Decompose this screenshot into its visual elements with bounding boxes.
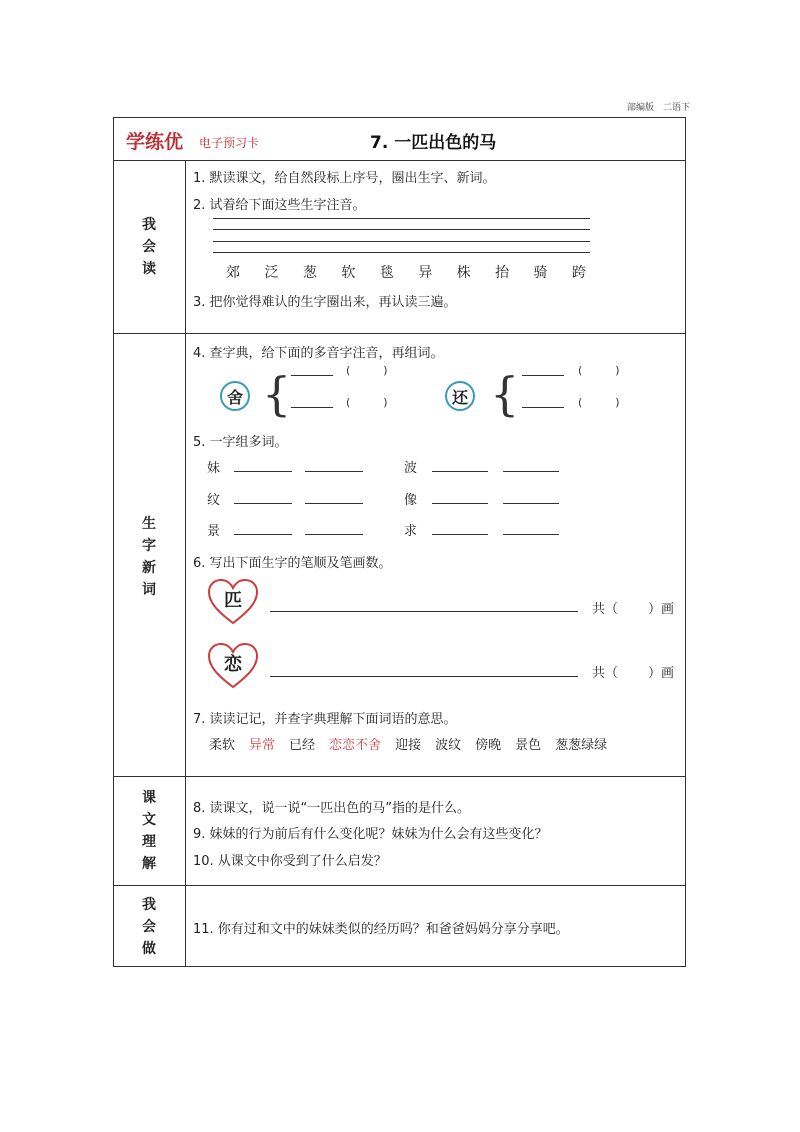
section-label-char: 词 bbox=[142, 582, 156, 598]
question-3: 3. 把你觉得难认的生字圈出来，再认读三遍。 bbox=[193, 295, 457, 310]
question-10: 10. 从课文中你受到了什么启发？ bbox=[193, 854, 387, 869]
vocab-list bbox=[209, 734, 607, 753]
vocab-word: 迎接 bbox=[395, 738, 422, 753]
pinyin-line[interactable] bbox=[213, 252, 590, 253]
word-blank[interactable] bbox=[432, 471, 488, 472]
header-divider bbox=[113, 160, 686, 161]
section-label-char: 我 bbox=[142, 217, 156, 233]
section-label-char: 课 bbox=[142, 790, 156, 806]
pinyin-paren[interactable]: ( ) bbox=[346, 396, 388, 409]
section-label-words bbox=[113, 513, 185, 601]
word-blank[interactable] bbox=[503, 534, 559, 535]
lesson-title: 7. 一匹出色的马 bbox=[370, 133, 497, 153]
pinyin-char: 郊 bbox=[226, 265, 240, 281]
word-blank[interactable] bbox=[432, 503, 488, 504]
word-blank[interactable] bbox=[432, 534, 488, 535]
question-5: 5. 一字组多词。 bbox=[193, 435, 288, 450]
stroke-count-suffix: ）画 bbox=[648, 666, 675, 681]
polyphone-char-huan: 还 bbox=[445, 381, 475, 411]
section-label-char: 生 bbox=[142, 516, 156, 532]
pinyin-char: 跨 bbox=[571, 265, 586, 281]
stroke-char: 恋 bbox=[224, 654, 242, 675]
word-blank[interactable] bbox=[305, 471, 363, 472]
word-blank[interactable] bbox=[234, 534, 292, 535]
section-label-char: 读 bbox=[142, 261, 156, 277]
pinyin-char: 抬 bbox=[495, 265, 510, 281]
word-char: 波 bbox=[404, 461, 418, 476]
word-blank[interactable] bbox=[522, 375, 564, 376]
pinyin-char-row bbox=[226, 262, 586, 282]
question-8: 8. 读课文，说一说“一匹出色的马”指的是什么。 bbox=[193, 801, 471, 816]
section-label-char: 我 bbox=[142, 897, 156, 913]
column-divider bbox=[185, 160, 186, 967]
section-label-comprehension bbox=[113, 787, 185, 875]
pinyin-char: 毯 bbox=[379, 265, 394, 281]
pinyin-char: 软 bbox=[341, 265, 356, 281]
section-label-read bbox=[113, 214, 185, 280]
word-char: 纹 bbox=[207, 493, 221, 508]
question-1: 1. 默读课文，给自然段标上序号，圈出生字、新词。 bbox=[193, 171, 496, 186]
word-blank[interactable] bbox=[305, 534, 363, 535]
brand-logo-text: 学练优 bbox=[126, 131, 184, 153]
question-2: 2. 试着给下面这些生字注音。 bbox=[193, 198, 366, 213]
row-divider-2 bbox=[113, 776, 686, 777]
word-blank[interactable] bbox=[291, 375, 333, 376]
vocab-word: 柔软 bbox=[209, 738, 236, 753]
brace-icon: { bbox=[490, 367, 520, 421]
section-label-char: 做 bbox=[142, 941, 156, 957]
pinyin-char: 骑 bbox=[533, 265, 548, 281]
section-label-char: 文 bbox=[142, 812, 156, 828]
pinyin-paren[interactable]: ( ) bbox=[578, 396, 620, 409]
brand-subtitle: 电子预习卡 bbox=[199, 136, 260, 150]
vocab-word: 恋恋不舍 bbox=[329, 738, 382, 753]
stroke-order-blank[interactable] bbox=[270, 611, 578, 612]
row-divider-3 bbox=[113, 885, 686, 886]
word-char: 景 bbox=[207, 524, 221, 539]
word-blank[interactable] bbox=[305, 503, 363, 504]
stroke-count-prefix: 共（ bbox=[592, 602, 619, 617]
question-11: 11. 你有过和文中的妹妹类似的经历吗？和爸爸妈妈分享分享吧。 bbox=[193, 922, 569, 937]
polyphone-char-she: 舍 bbox=[220, 381, 250, 411]
question-9: 9. 妹妹的行为前后有什么变化呢？妹妹为什么会有这些变化？ bbox=[193, 827, 548, 842]
question-4: 4. 查字典，给下面的多音字注音，再组词。 bbox=[193, 346, 444, 361]
section-label-char: 理 bbox=[142, 834, 156, 850]
question-7: 7. 读读记记，并查字典理解下面词语的意思。 bbox=[193, 712, 457, 727]
pinyin-line[interactable] bbox=[213, 229, 590, 230]
word-blank[interactable] bbox=[503, 471, 559, 472]
vocab-word: 异常 bbox=[249, 738, 276, 753]
pinyin-paren[interactable]: ( ) bbox=[346, 364, 388, 377]
word-blank[interactable] bbox=[503, 503, 559, 504]
word-char: 妹 bbox=[207, 461, 221, 476]
word-char: 像 bbox=[404, 493, 418, 508]
row-divider-1 bbox=[113, 333, 686, 334]
pinyin-line[interactable] bbox=[213, 241, 590, 242]
vocab-word: 傍晚 bbox=[475, 738, 502, 753]
pinyin-char: 泛 bbox=[264, 265, 279, 281]
vocab-word: 景色 bbox=[515, 738, 542, 753]
word-blank[interactable] bbox=[522, 407, 564, 408]
section-label-practice bbox=[113, 894, 185, 960]
stroke-count-suffix: ）画 bbox=[648, 602, 675, 617]
vocab-word: 已经 bbox=[289, 738, 316, 753]
section-label-char: 新 bbox=[142, 560, 156, 576]
word-blank[interactable] bbox=[291, 407, 333, 408]
brace-icon: { bbox=[262, 367, 292, 421]
section-label-char: 会 bbox=[142, 239, 156, 255]
edition-label: 部编版 二语下 bbox=[626, 103, 690, 113]
section-label-char: 会 bbox=[142, 919, 156, 935]
section-label-char: 解 bbox=[142, 856, 156, 872]
vocab-word: 波纹 bbox=[435, 738, 462, 753]
word-char: 求 bbox=[404, 524, 418, 539]
pinyin-line[interactable] bbox=[213, 218, 590, 219]
vocab-word: 葱葱绿绿 bbox=[555, 738, 608, 753]
pinyin-paren[interactable]: ( ) bbox=[578, 364, 620, 377]
pinyin-char: 异 bbox=[418, 265, 433, 281]
question-6: 6. 写出下面生字的笔顺及笔画数。 bbox=[193, 556, 392, 571]
stroke-order-blank[interactable] bbox=[270, 676, 578, 677]
stroke-char: 匹 bbox=[224, 590, 242, 611]
word-blank[interactable] bbox=[234, 471, 292, 472]
pinyin-char: 株 bbox=[456, 265, 471, 281]
section-label-char: 字 bbox=[142, 538, 156, 554]
pinyin-char: 葱 bbox=[302, 265, 317, 281]
word-blank[interactable] bbox=[234, 503, 292, 504]
stroke-count-prefix: 共（ bbox=[592, 666, 619, 681]
